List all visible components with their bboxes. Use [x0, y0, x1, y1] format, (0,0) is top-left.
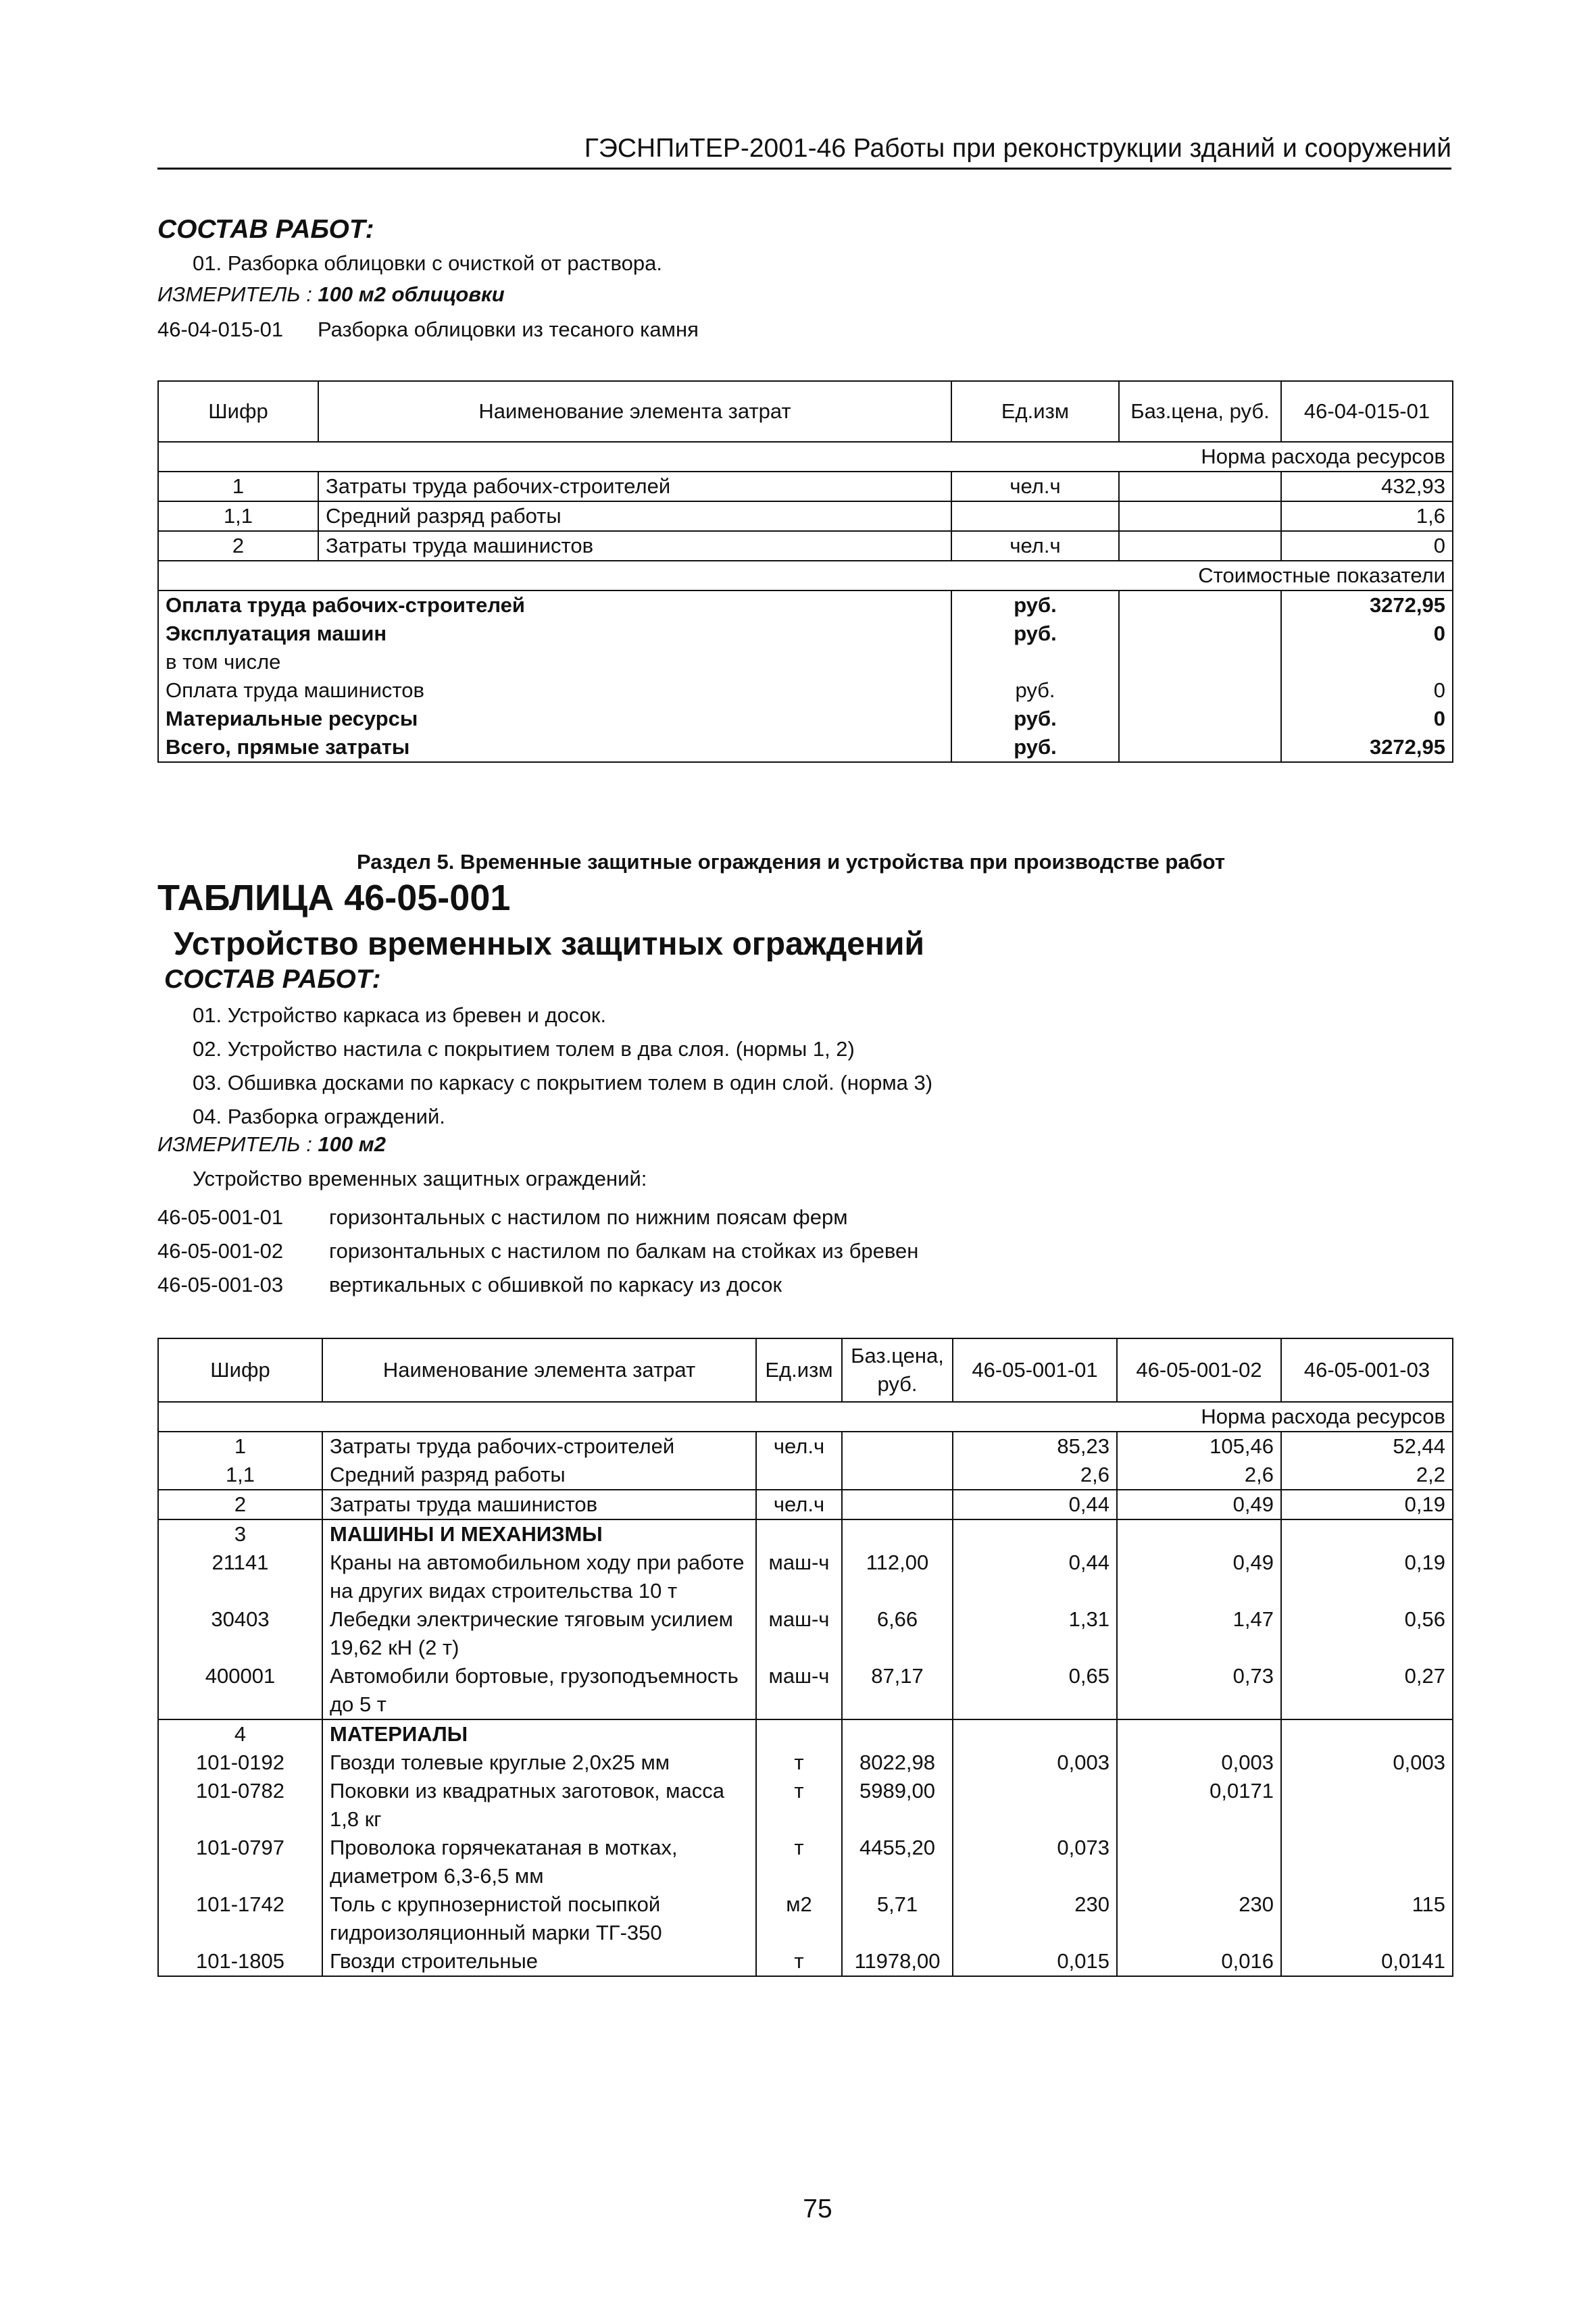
unit-cell: т [756, 1834, 842, 1890]
price-cell [1119, 501, 1281, 531]
table-row [158, 1490, 1453, 1519]
section-heading-row [158, 1719, 1453, 1749]
name-cell: Затраты труда машинистов [322, 1490, 756, 1519]
price-cell [842, 1719, 953, 1749]
price-cell [1119, 472, 1281, 501]
cost-name-cell: Оплата труда машинистов [158, 676, 951, 705]
code-line [157, 318, 283, 342]
resource-table-1 [157, 380, 1453, 763]
header-cell: Наименование элемента затрат [322, 1338, 756, 1402]
price-cell: 11978,00 [842, 1947, 953, 1976]
norm-label: Норма расхода ресурсов [158, 1402, 1453, 1432]
value-cell: 0,19 [1281, 1490, 1453, 1519]
value-cell: 52,44 [1281, 1432, 1453, 1461]
code-list-item [157, 1268, 918, 1302]
resource-table-2 [157, 1338, 1453, 1977]
table-row [158, 1432, 1453, 1461]
table-header-row [158, 1338, 1453, 1402]
value-cell: 0,003 [953, 1749, 1117, 1777]
value-cell: 85,23 [953, 1432, 1117, 1461]
cost-price-cell [1119, 590, 1281, 620]
section-heading-row [158, 1519, 1453, 1549]
table-row [158, 1947, 1453, 1976]
unit-cell: маш-ч [756, 1605, 842, 1662]
code-description: вертикальных с обшивкой по каркасу из досок [329, 1273, 782, 1297]
code-cell: 101-0192 [158, 1749, 322, 1777]
name-cell: Затраты труда рабочих-строителей [318, 472, 951, 501]
code-cell: 101-0782 [158, 1777, 322, 1834]
table-title: ТАБЛИЦА 46-05-001 [157, 878, 511, 918]
code-cell: 4 [158, 1719, 322, 1749]
cost-unit-cell: руб. [951, 620, 1119, 648]
unit-cell [951, 501, 1119, 531]
unit-cell: чел.ч [951, 472, 1119, 501]
cost-row [158, 733, 1453, 762]
name-cell: Затраты труда машинистов [318, 531, 951, 561]
code: 46-05-001-02 [157, 1239, 284, 1263]
value-cell: 0,65 [953, 1662, 1117, 1719]
table-row [158, 501, 1453, 531]
running-header: ГЭСНПиТЕР-2001-46 Работы при реконструкции зданий и сооружений [157, 130, 1451, 170]
code-cell: 2 [158, 1490, 322, 1519]
price-cell: 5989,00 [842, 1777, 953, 1834]
meter-value: 100 м2 [318, 1132, 386, 1156]
name-cell: Поковки из квадратных заготовок, масса 1,8 кг [322, 1777, 756, 1834]
price-cell: 8022,98 [842, 1749, 953, 1777]
table-row [158, 1749, 1453, 1777]
value-cell [953, 1719, 1117, 1749]
name-cell: МАТЕРИАЛЫ [322, 1719, 756, 1749]
cost-price-cell [1119, 676, 1281, 705]
header-cell: Ед.изм [756, 1338, 842, 1402]
code-cell: 101-1742 [158, 1890, 322, 1947]
meter-label: ИЗМЕРИТЕЛЬ : [157, 282, 312, 306]
value-cell: 0,003 [1281, 1749, 1453, 1777]
code-cell: 21141 [158, 1549, 322, 1605]
name-cell: МАШИНЫ И МЕХАНИЗМЫ [322, 1519, 756, 1549]
norm-label: Норма расхода ресурсов [158, 442, 1453, 472]
code-cell: 1,1 [158, 501, 318, 531]
cost-row [158, 705, 1453, 733]
code: 46-05-001-03 [157, 1273, 284, 1297]
price-cell [1119, 531, 1281, 561]
value-cell [1281, 1719, 1453, 1749]
cost-label: Стоимостные показатели [158, 561, 1453, 590]
cost-name-cell: Эксплуатация машин [158, 620, 951, 648]
code-cell: 1 [158, 472, 318, 501]
code-cell: 2 [158, 531, 318, 561]
value-cell: 0,56 [1281, 1605, 1453, 1662]
name-cell: Гвозди строительные [322, 1947, 756, 1976]
work-item: 01. Устройство каркаса из бревен и досок. [193, 1003, 607, 1027]
value-cell: 0,73 [1117, 1662, 1281, 1719]
table-row [158, 531, 1453, 561]
cost-name-cell: в том числе [158, 648, 951, 676]
value-cell: 105,46 [1117, 1432, 1281, 1461]
value-cell: 432,93 [1281, 472, 1453, 501]
cost-value-cell: 0 [1281, 676, 1453, 705]
table-row [158, 1461, 1453, 1490]
unit-cell: чел.ч [756, 1432, 842, 1461]
unit-cell: т [756, 1947, 842, 1976]
header-cell: Баз.цена, руб. [1119, 381, 1281, 442]
unit-cell [756, 1519, 842, 1549]
norm-label-row [158, 442, 1453, 472]
value-cell: 0,27 [1281, 1662, 1453, 1719]
price-cell [842, 1519, 953, 1549]
header-cell: Шифр [158, 1338, 322, 1402]
norm-label-row [158, 1402, 1453, 1432]
value-cell [1117, 1719, 1281, 1749]
meter-line-2 [157, 1132, 386, 1157]
header-cell: 46-05-001-02 [1117, 1338, 1281, 1402]
value-cell: 0,073 [953, 1834, 1117, 1890]
meter-line [157, 282, 505, 307]
work-item: 03. Обшивка досками по каркасу с покрытием толем в один слой. (норма 3) [193, 1071, 933, 1095]
price-cell [842, 1461, 953, 1490]
unit-cell: т [756, 1777, 842, 1834]
cost-name-cell: Всего, прямые затраты [158, 733, 951, 762]
work-item: 04. Разборка ограждений. [193, 1105, 445, 1128]
value-cell: 0,0171 [1117, 1777, 1281, 1834]
meter-label: ИЗМЕРИТЕЛЬ : [157, 1132, 312, 1156]
unit-cell: м2 [756, 1890, 842, 1947]
value-cell: 0,44 [953, 1490, 1117, 1519]
header-cell: Шифр [158, 381, 318, 442]
price-cell: 4455,20 [842, 1834, 953, 1890]
table-row [158, 1834, 1453, 1890]
name-cell: Толь с крупнозернистой посыпкой гидроизоляционный марки ТГ-350 [322, 1890, 756, 1947]
value-cell [953, 1519, 1117, 1549]
code: 46-04-015-01 [157, 318, 284, 341]
composition-heading: СОСТАВ РАБОТ: [157, 215, 374, 244]
code-cell: 3 [158, 1519, 322, 1549]
unit-cell: маш-ч [756, 1549, 842, 1605]
unit-cell [756, 1719, 842, 1749]
value-cell: 0,49 [1117, 1490, 1281, 1519]
work-items-list-2 [193, 999, 932, 1134]
cost-row [158, 676, 1453, 705]
cost-name-cell: Материальные ресурсы [158, 705, 951, 733]
header-cell: Баз.цена, руб. [842, 1338, 953, 1402]
table-row [158, 1549, 1453, 1605]
code-cell: 400001 [158, 1662, 322, 1719]
header-cell: Наименование элемента затрат [318, 381, 951, 442]
value-cell: 1,6 [1281, 501, 1453, 531]
value-cell: 0,44 [953, 1549, 1117, 1605]
meter-value: 100 м2 облицовки [318, 282, 505, 306]
unit-cell: т [756, 1749, 842, 1777]
unit-cell: маш-ч [756, 1662, 842, 1719]
group-label: Устройство временных защитных ограждений: [193, 1167, 647, 1190]
page-number: 75 [803, 2194, 832, 2223]
cost-row [158, 620, 1453, 648]
value-cell: 230 [953, 1890, 1117, 1947]
value-cell: 1,47 [1117, 1605, 1281, 1662]
code-title: Разборка облицовки из тесаного камня [318, 318, 699, 341]
work-item: 02. Устройство настила с покрытием толем в два слоя. (нормы 1, 2) [193, 1037, 855, 1061]
table-subtitle: Устройство временных защитных ограждений [174, 926, 925, 962]
value-cell [1281, 1519, 1453, 1549]
header-cell: 46-04-015-01 [1281, 381, 1453, 442]
value-cell [1281, 1834, 1453, 1890]
cost-unit-cell: руб. [951, 676, 1119, 705]
value-cell [1117, 1519, 1281, 1549]
section-title: Раздел 5. Временные защитные ограждения и устройства при производстве работ [357, 850, 1226, 874]
value-cell: 2,2 [1281, 1461, 1453, 1490]
value-cell: 0,49 [1117, 1549, 1281, 1605]
value-cell: 2,6 [953, 1461, 1117, 1490]
table-row [158, 1777, 1453, 1834]
code-cell: 1 [158, 1432, 322, 1461]
code-cell: 101-0797 [158, 1834, 322, 1890]
value-cell: 1,31 [953, 1605, 1117, 1662]
cost-label-row [158, 561, 1453, 590]
name-cell: Автомобили бортовые, грузоподъемность до 5 т [322, 1662, 756, 1719]
name-cell: Проволока горячекатаная в мотках, диаметром 6,3-6,5 мм [322, 1834, 756, 1890]
cost-price-cell [1119, 620, 1281, 648]
unit-cell: чел.ч [951, 531, 1119, 561]
cost-name-cell: Оплата труда рабочих-строителей [158, 590, 951, 620]
name-cell: Лебедки электрические тяговым усилием 19,62 кН (2 т) [322, 1605, 756, 1662]
header-cell: 46-05-001-03 [1281, 1338, 1453, 1402]
code-description: горизонтальных с настилом по нижним поясам ферм [329, 1205, 848, 1229]
value-cell: 0,003 [1117, 1749, 1281, 1777]
code: 46-05-001-01 [157, 1205, 284, 1229]
price-cell [842, 1490, 953, 1519]
cost-value-cell: 3272,95 [1281, 590, 1453, 620]
cost-row [158, 648, 1453, 676]
composition-heading-2: СОСТАВ РАБОТ: [164, 965, 381, 994]
table-row [158, 1605, 1453, 1662]
cost-value-cell [1281, 648, 1453, 676]
cost-price-cell [1119, 705, 1281, 733]
cost-row [158, 590, 1453, 620]
code-cell: 30403 [158, 1605, 322, 1662]
price-cell: 87,17 [842, 1662, 953, 1719]
cost-price-cell [1119, 648, 1281, 676]
cost-unit-cell: руб. [951, 590, 1119, 620]
code-cell: 1,1 [158, 1461, 322, 1490]
value-cell: 0 [1281, 531, 1453, 561]
work-items-list [193, 251, 662, 276]
header-cell: 46-05-001-01 [953, 1338, 1117, 1402]
name-cell: Затраты труда рабочих-строителей [322, 1432, 756, 1461]
price-cell: 112,00 [842, 1549, 953, 1605]
cost-price-cell [1119, 733, 1281, 762]
value-cell: 115 [1281, 1890, 1453, 1947]
unit-cell: чел.ч [756, 1490, 842, 1519]
price-cell: 5,71 [842, 1890, 953, 1947]
code-list [157, 1201, 918, 1302]
code-list-item [157, 1234, 918, 1268]
value-cell: 0,015 [953, 1947, 1117, 1976]
value-cell [1117, 1834, 1281, 1890]
code-description: горизонтальных с настилом по балкам на стойках из бревен [329, 1239, 919, 1263]
table-header-row [158, 381, 1453, 442]
value-cell: 0,016 [1117, 1947, 1281, 1976]
cost-unit-cell: руб. [951, 705, 1119, 733]
table-row [158, 472, 1453, 501]
table-row [158, 1890, 1453, 1947]
name-cell: Средний разряд работы [318, 501, 951, 531]
header-cell: Ед.изм [951, 381, 1119, 442]
name-cell: Краны на автомобильном ходу при работе на других видах строительства 10 т [322, 1549, 756, 1605]
name-cell: Гвозди толевые круглые 2,0x25 мм [322, 1749, 756, 1777]
code-cell: 101-1805 [158, 1947, 322, 1976]
value-cell: 2,6 [1117, 1461, 1281, 1490]
cost-unit-cell [951, 648, 1119, 676]
cost-unit-cell: руб. [951, 733, 1119, 762]
value-cell [1281, 1777, 1453, 1834]
value-cell: 0,19 [1281, 1549, 1453, 1605]
work-item: 01. Разборка облицовки с очисткой от раствора. [193, 251, 662, 275]
name-cell: Средний разряд работы [322, 1461, 756, 1490]
price-cell [842, 1432, 953, 1461]
cost-value-cell: 3272,95 [1281, 733, 1453, 762]
unit-cell [756, 1461, 842, 1490]
cost-value-cell: 0 [1281, 705, 1453, 733]
table-row [158, 1662, 1453, 1719]
code-list-item [157, 1201, 918, 1234]
value-cell: 0,0141 [1281, 1947, 1453, 1976]
cost-value-cell: 0 [1281, 620, 1453, 648]
value-cell: 230 [1117, 1890, 1281, 1947]
price-cell: 6,66 [842, 1605, 953, 1662]
value-cell [953, 1777, 1117, 1834]
